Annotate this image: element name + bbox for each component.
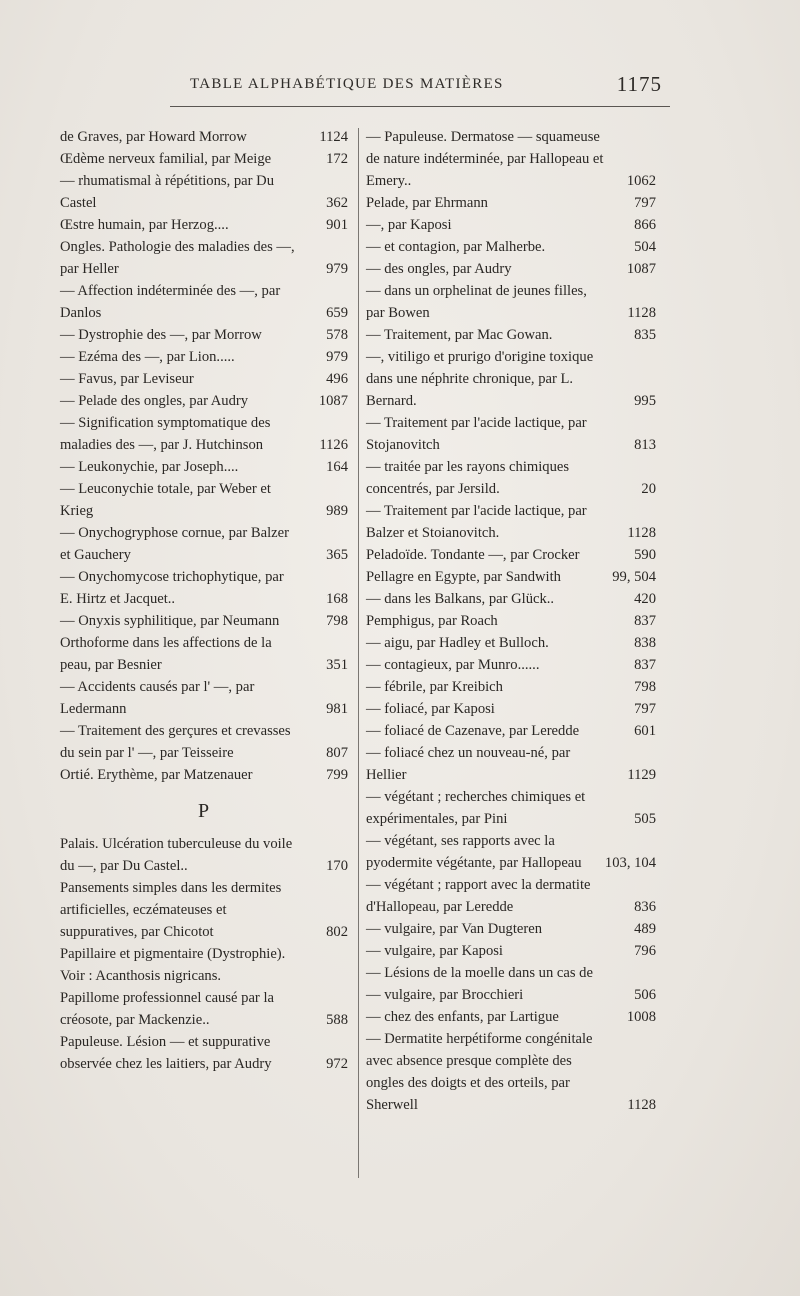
entry-text: — dans les Balkans, par Glück..	[366, 591, 555, 607]
entry-page: 420	[634, 591, 656, 607]
entry-text: — Onyxis syphilitique, par Neumann	[60, 613, 280, 629]
index-entry	[366, 742, 656, 786]
entry-page: 797	[634, 701, 656, 717]
entry-page: 103, 104	[604, 855, 656, 871]
entry-page: 979	[326, 261, 348, 277]
entry-text: — Dystrophie des —, par Morrow	[60, 327, 262, 343]
entry-text: — fébrile, par Kreibich	[366, 679, 503, 695]
entry-page: 901	[326, 217, 348, 233]
entry-page: 797	[634, 195, 656, 211]
index-entry	[366, 1006, 656, 1028]
entry-text: Papuleuse. Lésion — et suppurative observée chez les laitiers, par Audry	[60, 1034, 272, 1072]
entry-page: 837	[634, 613, 656, 629]
entry-text: — et contagion, par Malherbe.	[366, 239, 546, 255]
entry-page: 168	[326, 591, 348, 607]
entry-page: 798	[634, 679, 656, 695]
entry-page: 659	[326, 305, 348, 321]
index-entry	[366, 324, 656, 346]
index-entry	[366, 1028, 656, 1116]
entry-text: Pellagre en Egypte, par Sandwith	[366, 569, 561, 585]
right-column	[366, 126, 656, 1116]
entry-text: Ortié. Erythème, par Matzenauer	[60, 767, 253, 783]
index-entry	[366, 830, 656, 874]
entry-text: — Leukonychie, par Joseph....	[60, 459, 239, 475]
entry-text: — aigu, par Hadley et Bulloch.	[366, 635, 549, 651]
index-entry	[366, 918, 656, 940]
entry-page: 99, 504	[612, 569, 656, 585]
entry-page: 1128	[627, 1097, 656, 1113]
index-entry	[366, 654, 656, 676]
index-entry	[366, 346, 656, 412]
entry-text: — Traitement des gerçures et crevasses du sein par l' —, par Teisseire	[60, 723, 291, 761]
index-entry	[60, 877, 348, 943]
index-entry	[60, 987, 348, 1031]
entry-text: — vulgaire, par Kaposi	[366, 943, 503, 959]
index-entry	[60, 368, 348, 390]
index-entry	[366, 192, 656, 214]
index-entry	[60, 764, 348, 786]
entry-text: — Accidents causés par l' —, par Ledermann	[60, 679, 255, 717]
index-entry	[60, 170, 348, 214]
page-number: 1175	[616, 72, 662, 96]
entry-text: — Signification symptomatique des maladies des —, par J. Hutchinson	[60, 415, 271, 453]
entry-page: 981	[326, 701, 348, 717]
entry-text: — contagieux, par Munro......	[366, 657, 540, 673]
entry-text: — Traitement par l'acide lactique, par Balzer et Stoianovitch.	[366, 503, 587, 541]
entry-page: 504	[634, 239, 656, 255]
entry-text: — rhumatismal à répétitions, par Du Castel	[60, 173, 274, 211]
entry-page: 1126	[319, 437, 348, 453]
entry-text: Œdème nerveux familial, par Meige	[60, 151, 272, 167]
index-entry	[60, 943, 348, 965]
entry-text: Pelade, par Ehrmann	[366, 195, 488, 211]
index-entry	[60, 610, 348, 632]
entry-text: Orthoforme dans les affections de la peau, par Besnier	[60, 635, 272, 673]
entry-page: 489	[634, 921, 656, 937]
index-entry	[366, 676, 656, 698]
entry-page: 798	[326, 613, 348, 629]
entry-text: — Papuleuse. Dermatose — squameuse de nature indéterminée, par Hallopeau et Emery..	[366, 129, 604, 189]
index-entry	[366, 544, 656, 566]
entry-text: — foliacé chez un nouveau-né, par Hellier	[366, 745, 571, 783]
index-entry	[60, 412, 348, 456]
entry-text: de Graves, par Howard Morrow	[60, 129, 247, 145]
entry-text: Voir : Acanthosis nigricans.	[60, 968, 222, 984]
index-entry	[366, 786, 656, 830]
entry-page: 979	[326, 349, 348, 365]
index-entry	[60, 522, 348, 566]
index-entry	[366, 698, 656, 720]
entry-text: — foliacé de Cazenave, par Leredde	[366, 723, 580, 739]
index-entry	[366, 126, 656, 192]
index-entry	[60, 833, 348, 877]
section-letter: P	[197, 800, 211, 822]
entry-page: 351	[326, 657, 348, 673]
entry-page: 837	[634, 657, 656, 673]
entry-text: — végétant ; rapport avec la dermatite d'Hallopeau, par Leredde	[366, 877, 591, 915]
entry-page: 20	[641, 481, 656, 497]
index-entry	[366, 610, 656, 632]
index-entry	[60, 148, 348, 170]
entry-page: 835	[634, 327, 656, 343]
entry-text: Peladoïde. Tondante —, par Crocker	[366, 547, 580, 563]
left-column	[60, 126, 348, 1075]
entry-text: —, par Kaposi	[366, 217, 452, 233]
entry-page: 1087	[318, 393, 348, 409]
entry-text: — Ezéma des —, par Lion.....	[60, 349, 235, 365]
entry-text: — chez des enfants, par Lartigue	[366, 1009, 559, 1025]
entry-text: — traitée par les rayons chimiques concentrés, par Jersild.	[366, 459, 570, 497]
index-entry	[366, 588, 656, 610]
index-entry	[60, 632, 348, 676]
index-entry	[60, 676, 348, 720]
entry-page: 838	[634, 635, 656, 651]
entry-text: — dans un orphelinat de jeunes filles, par Bowen	[366, 283, 587, 321]
index-entry	[60, 390, 348, 412]
entry-text: Ongles. Pathologie des maladies des —, par Heller	[60, 239, 295, 277]
header-title: TABLE ALPHABÉTIQUE DES MATIÈRES	[190, 76, 504, 92]
entry-page: 813	[634, 437, 656, 453]
entry-page: 799	[326, 767, 348, 783]
entry-page: 170	[326, 858, 348, 874]
index-entry	[366, 456, 656, 500]
entry-text: — végétant ; recherches chimiques et expérimentales, par Pini	[366, 789, 586, 827]
entry-text: Pemphigus, par Roach	[366, 613, 498, 629]
index-entry	[60, 214, 348, 236]
entry-page: 972	[326, 1056, 348, 1072]
entry-text: — Traitement par l'acide lactique, par Stojanovitch	[366, 415, 587, 453]
entry-page: 365	[326, 547, 348, 563]
entry-page: 1124	[319, 129, 348, 145]
entry-text: — Traitement, par Mac Gowan.	[366, 327, 553, 343]
entry-page: 601	[634, 723, 656, 739]
entry-text: Œstre humain, par Herzog....	[60, 217, 229, 233]
entry-page: 172	[326, 151, 348, 167]
index-entry	[60, 566, 348, 610]
entry-page: 1128	[627, 305, 656, 321]
entry-page: 362	[326, 195, 348, 211]
entry-text: — Affection indéterminée des —, par Danlos	[60, 283, 281, 321]
entry-text: — Pelade des ongles, par Audry	[60, 393, 249, 409]
entry-page: 807	[326, 745, 348, 761]
index-entry	[366, 412, 656, 456]
entry-page: 1062	[626, 173, 656, 189]
entry-page: 496	[326, 371, 348, 387]
entry-page: 578	[326, 327, 348, 343]
entry-text: —, vitiligo et prurigo d'origine toxique dans une néphrite chronique, par L. Bernard.	[366, 349, 594, 409]
entry-text: — végétant, ses rapports avec la pyodermite végétante, par Hallopeau	[366, 833, 582, 871]
entry-text: — Dermatite herpétiforme congénitale avec absence presque complète des ongles des doigts et des orteils, par Sherwell	[366, 1031, 593, 1113]
entry-page: 588	[326, 1012, 348, 1028]
entry-page: 1128	[627, 525, 656, 541]
index-entry	[366, 214, 656, 236]
entry-page: 590	[634, 547, 656, 563]
entry-page: 506	[634, 987, 656, 1003]
entry-text: — des ongles, par Audry	[366, 261, 512, 277]
entry-text: Papillome professionnel causé par la créosote, par Mackenzie..	[60, 990, 274, 1028]
entry-page: 1129	[627, 767, 656, 783]
index-entry	[60, 720, 348, 764]
index-entry	[366, 720, 656, 742]
index-entry	[60, 324, 348, 346]
entry-text: — vulgaire, par Van Dugteren	[366, 921, 543, 937]
index-entry	[60, 1031, 348, 1075]
index-entry	[60, 456, 348, 478]
entry-text: — Favus, par Leviseur	[60, 371, 194, 387]
entry-text: — Onychogryphose cornue, par Balzer et Gauchery	[60, 525, 289, 563]
entry-page: 995	[634, 393, 656, 409]
entry-text: Papillaire et pigmentaire (Dystrophie).	[60, 946, 286, 962]
entry-page: 1087	[626, 261, 656, 277]
index-entry	[366, 236, 656, 258]
index-entry	[60, 346, 348, 368]
index-entry	[366, 500, 656, 544]
index-entry	[366, 566, 656, 588]
index-entry	[366, 632, 656, 654]
entry-text: — Leuconychie totale, par Weber et Krieg	[60, 481, 271, 519]
running-header	[120, 74, 670, 102]
entry-page: 505	[634, 811, 656, 827]
entry-page: 796	[634, 943, 656, 959]
entry-text: Palais. Ulcération tuberculeuse du voile du —, par Du Castel..	[60, 836, 293, 874]
entry-page: 989	[326, 503, 348, 519]
index-entry	[366, 874, 656, 918]
index-entry	[60, 965, 348, 987]
index-entry	[366, 962, 656, 1006]
entry-text: Pansements simples dans les dermites artificielles, eczémateuses et suppuratives, par Chicotot	[60, 880, 282, 940]
header-rule	[170, 106, 670, 107]
column-divider	[358, 128, 359, 1178]
index-entry	[366, 280, 656, 324]
entry-text: — Onychomycose trichophytique, par E. Hirtz et Jacquet..	[60, 569, 284, 607]
entry-text: — foliacé, par Kaposi	[366, 701, 495, 717]
entry-page: 1008	[626, 1009, 656, 1025]
index-entry	[366, 258, 656, 280]
entry-page: 836	[634, 899, 656, 915]
index-entry	[60, 126, 348, 148]
entry-page: 164	[326, 459, 348, 475]
index-entry	[60, 478, 348, 522]
entry-text: — Lésions de la moelle dans un cas de — vulgaire, par Brocchieri	[366, 965, 593, 1003]
index-entry	[60, 236, 348, 280]
index-entry	[60, 280, 348, 324]
index-entry	[366, 940, 656, 962]
entry-page: 802	[326, 924, 348, 940]
entry-page: 866	[634, 217, 656, 233]
